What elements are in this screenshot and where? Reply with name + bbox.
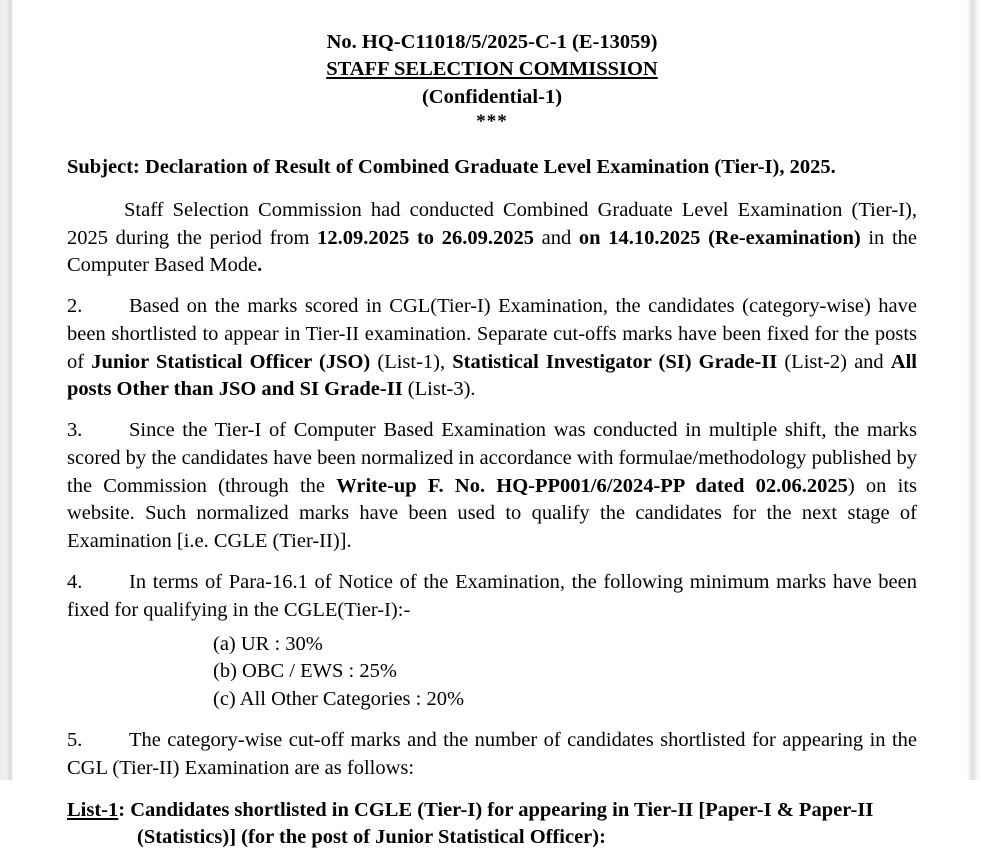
subject-text: Declaration of Result of Combined Graduate Level Examination (Tier-I), 2025. — [139, 156, 836, 179]
page-right-edge-shadow — [967, 0, 981, 780]
paragraph-2-seg1: Based on the marks scored in CGL(Tier-I) Examination, the candidates (category-wise) have been shortlisted to appear in Tier-II examination. Separate cut-offs marks have been fixed for the posts of — [67, 295, 917, 373]
paragraph-intro-period: . — [257, 254, 263, 277]
list-1-heading — [67, 797, 917, 852]
organisation-name: STAFF SELECTION COMMISSION — [326, 58, 658, 81]
document-header — [67, 0, 917, 134]
paragraph-3 — [67, 417, 917, 556]
page-left-edge-shadow — [0, 0, 14, 780]
paragraph-2-seg3: (List-2) and — [777, 350, 891, 373]
exam-date-reexamination: on 14.10.2025 (Re-examination) — [578, 226, 861, 249]
post-jso: Junior Statistical Officer (JSO) — [91, 350, 371, 373]
paragraph-2-seg2: (List-1), — [370, 350, 453, 373]
exam-dates-primary: 12.09.2025 to 26.09.2025 — [317, 226, 534, 249]
header-separator: *** — [476, 111, 508, 133]
paragraph-3-seg1: Since the Tier-I of Computer Based Examination was conducted in multiple shift, the marks scored by the candidates have been normalized in accordance with formulae/methodology published by the Commission (through the — [67, 419, 917, 497]
file-number: No. HQ-C11018/5/2025-C-1 (E-13059) — [326, 31, 658, 53]
document-content — [67, 0, 917, 852]
paragraph-2-seg4: (List-3). — [402, 378, 476, 401]
list-item: (c) All Other Categories : 20% — [213, 688, 465, 711]
paragraph-4-number: 4. — [67, 570, 83, 593]
paragraph-3-number: 3. — [67, 419, 83, 442]
paragraph-5-number: 5. — [67, 729, 83, 752]
normalization-writeup-reference: Write-up F. No. HQ-PP001/6/2024-PP dated 02.06.2025 — [336, 474, 848, 497]
post-other: All posts Other than JSO and SI Grade-II — [67, 350, 917, 401]
subject-label: Subject: — [67, 156, 140, 179]
post-si-grade-2: Statistical Investigator (SI) Grade-II — [452, 350, 778, 373]
paragraph-2 — [67, 293, 917, 404]
paragraph-5-text: The category-wise cut-off marks and the number of candidates shortlisted for appearing in the CGL (Tier-II) Examination are as follows: — [67, 729, 917, 779]
paragraph-intro-seg2: and — [533, 226, 579, 249]
subject-line — [67, 154, 917, 181]
paragraph-5 — [67, 727, 917, 783]
paragraph-4-text: In terms of Para-16.1 of Notice of the Examination, the following minimum marks have been fixed for qualifying in the CGLE(Tier-I):- — [67, 570, 917, 621]
minimum-marks-list — [67, 631, 917, 715]
list-1-text: : Candidates shortlisted in CGLE (Tier-I) for appearing in Tier-II [Paper-I & Paper-II (Statistics)] (for the post of Junior Statistical Officer): — [118, 798, 874, 849]
paragraph-intro-seg1: Staff Selection Commission had conducted Combined Graduate Level Examination (Tier-I), 2025 during the period from — [67, 198, 917, 249]
paragraph-4 — [67, 569, 917, 625]
list-item: (a) UR : 30% — [213, 632, 323, 655]
department-name: (Confidential-1) — [421, 85, 563, 108]
list-1-label: List-1 — [67, 798, 119, 821]
list-item: (b) OBC / EWS : 25% — [213, 660, 397, 683]
paragraph-2-number: 2. — [67, 295, 83, 318]
paragraph-intro — [67, 197, 917, 280]
paragraph-3-seg2: ) on its website. Such normalized marks have been used to qualify the candidates for the next stage of Examination [i.e. CGLE (Tier-II)]. — [67, 474, 917, 553]
paragraph-intro-seg3: in the Computer Based Mode — [67, 226, 917, 277]
